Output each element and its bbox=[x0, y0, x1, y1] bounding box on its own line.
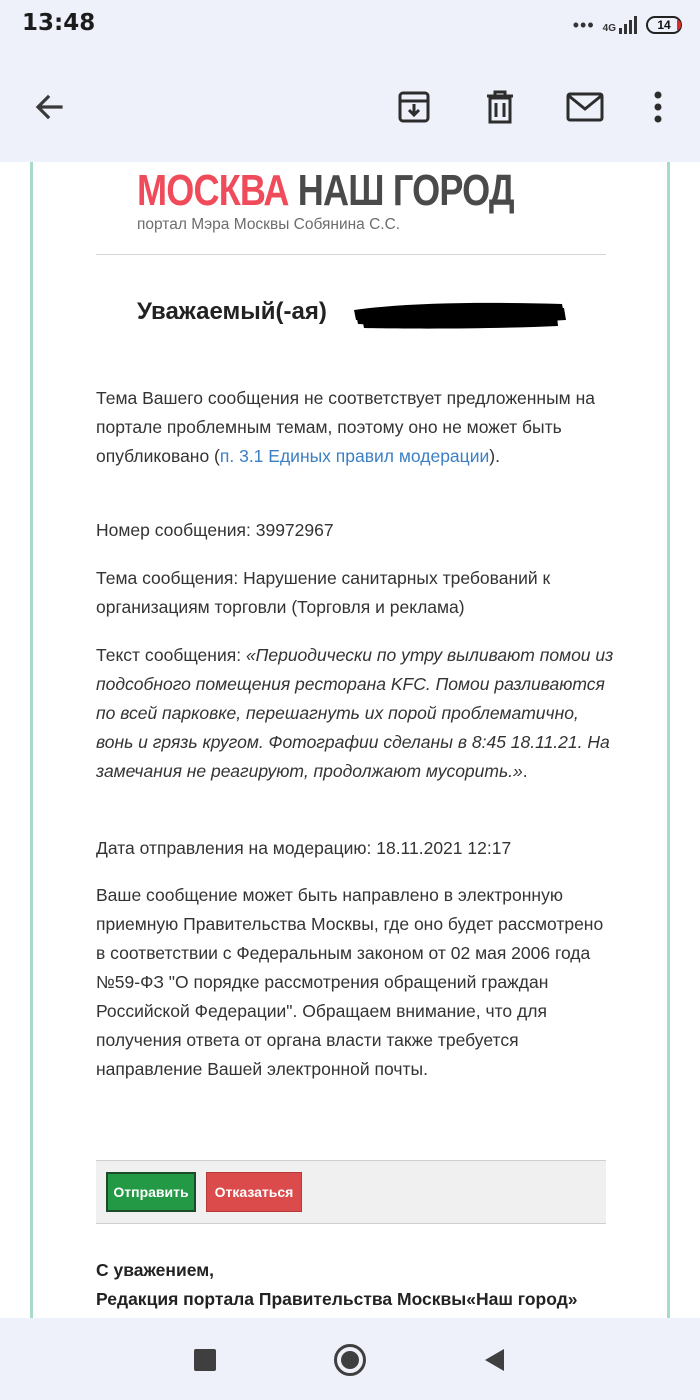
signal-icon bbox=[618, 16, 638, 34]
delete-icon bbox=[485, 90, 515, 124]
recents-button[interactable] bbox=[185, 1340, 225, 1380]
home-circle-icon bbox=[333, 1343, 367, 1377]
intro-text: Тема Вашего сообщения не соответствует предложенным на портале проблемным темам, поэтому оно не может быть опубликовано ( bbox=[96, 388, 595, 466]
recents-square-icon bbox=[194, 1349, 216, 1371]
app-bar bbox=[0, 52, 700, 162]
mail-icon bbox=[566, 92, 604, 122]
frame-left-border bbox=[30, 162, 33, 1318]
status-time: 13:48 bbox=[22, 10, 96, 36]
more-options-button[interactable] bbox=[636, 82, 680, 132]
network-type: 4G bbox=[602, 23, 616, 34]
moderation-rules-link[interactable]: п. 3.1 Единых правил модерации bbox=[219, 446, 490, 466]
system-nav-bar bbox=[0, 1318, 700, 1400]
message-text-label: Текст сообщения: bbox=[96, 645, 246, 665]
battery-icon bbox=[646, 16, 682, 34]
signature-sender: Редакция портала Правительства Москвы«Наш город» bbox=[96, 1289, 578, 1309]
divider bbox=[96, 254, 606, 255]
signature-greeting: С уважением, bbox=[96, 1260, 215, 1280]
message-text bbox=[96, 641, 616, 786]
logo-title bbox=[137, 168, 514, 214]
logo-moskva: МОСКВА bbox=[137, 166, 289, 215]
greeting-heading: Уважаемый(-ая) bbox=[137, 298, 327, 325]
moderation-date: Дата отправления на модерацию: 18.11.2021 12:17 bbox=[96, 838, 512, 858]
status-bar bbox=[0, 0, 700, 52]
delete-button[interactable] bbox=[475, 82, 525, 132]
logo-subtitle: портал Мэра Москвы Собянина С.С. bbox=[137, 216, 401, 233]
archive-icon bbox=[397, 90, 431, 124]
email-body bbox=[0, 162, 700, 1318]
send-button[interactable]: Отправить bbox=[106, 1172, 196, 1212]
signature bbox=[96, 1256, 578, 1314]
message-text-quote: «Периодически по утру выливают помои из подсобного помещения ресторана KFC. Помои разливаются по всей парковке, перешагнуть их порой проблематично, вонь и грязь кругом. Фотографии сделаны в 8:45 18.11.21. На замечания не реагируют, продолжают мусорить.» bbox=[96, 645, 614, 781]
archive-button[interactable] bbox=[389, 82, 439, 132]
nav-back-button[interactable] bbox=[474, 1340, 514, 1380]
notification-dots-icon: ••• bbox=[572, 14, 595, 35]
intro-paragraph bbox=[96, 384, 616, 471]
back-triangle-icon bbox=[483, 1348, 505, 1372]
frame-right-border bbox=[667, 162, 670, 1318]
refuse-button[interactable]: Отказаться bbox=[206, 1172, 302, 1212]
info-paragraph: Ваше сообщение может быть направлено в электронную приемную Правительства Москвы, где оно будет рассмотрено в соответствии с Федеральным законом от 02 мая 2006 года №59-ФЗ "О порядке рассмотрения обращений граждан Российской Федерации". Обращаем внимание, что для получения ответа от органа власти также требуется направление Вашей электронной почты. bbox=[96, 885, 604, 1079]
status-icons bbox=[573, 12, 682, 38]
message-number: Номер сообщения: 39972967 bbox=[96, 520, 334, 540]
portal-logo bbox=[137, 168, 596, 234]
mail-button[interactable] bbox=[560, 82, 610, 132]
network-indicator bbox=[603, 16, 638, 34]
action-button-bar bbox=[96, 1160, 606, 1224]
intro-end: ). bbox=[489, 446, 500, 466]
battery-level: 14 bbox=[657, 18, 671, 32]
back-button[interactable] bbox=[24, 82, 74, 132]
more-vert-icon bbox=[653, 91, 663, 123]
message-text-end: . bbox=[522, 761, 528, 781]
back-arrow-icon bbox=[33, 91, 65, 123]
redaction-scribble bbox=[352, 300, 568, 330]
message-topic: Тема сообщения: Нарушение санитарных требований к организациям торговли (Торговля и реклама) bbox=[96, 568, 551, 617]
logo-nash-gorod: НАШ ГОРОД bbox=[297, 166, 514, 215]
home-button[interactable] bbox=[330, 1340, 370, 1380]
